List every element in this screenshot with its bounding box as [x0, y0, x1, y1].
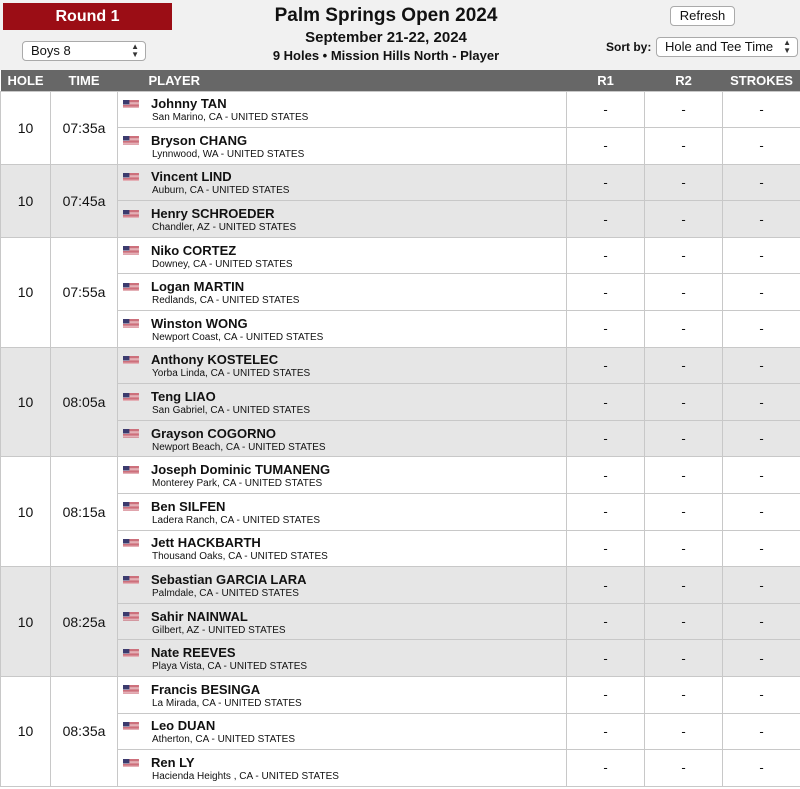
r1-score: - [567, 640, 645, 677]
strokes-score: - [723, 274, 800, 311]
player-name[interactable]: Vincent LIND [151, 169, 232, 185]
player-location: La Mirada, CA - UNITED STATES [152, 697, 302, 709]
player-cell[interactable] [118, 384, 567, 421]
player-name[interactable]: Jett HACKBARTH [151, 535, 261, 551]
player-name[interactable]: Grayson COGORNO [151, 425, 276, 441]
strokes-score: - [723, 640, 800, 677]
player-name[interactable]: Sahir NAINWAL [151, 608, 248, 624]
us-flag-icon [123, 243, 139, 253]
hole-cell: 10 [1, 164, 51, 237]
player-cell[interactable] [118, 494, 567, 531]
tee-time-cell: 08:25a [51, 567, 118, 677]
strokes-score: - [723, 128, 800, 165]
r2-score: - [645, 201, 723, 238]
player-location: Newport Beach, CA - UNITED STATES [152, 441, 326, 453]
us-flag-icon [123, 645, 139, 655]
player-name[interactable]: Bryson CHANG [151, 132, 248, 148]
r2-score: - [645, 91, 723, 128]
us-flag-icon [123, 352, 139, 362]
page-header [0, 0, 800, 70]
table-row[interactable] [1, 311, 800, 348]
strokes-score: - [723, 677, 800, 714]
r1-score: - [567, 567, 645, 604]
event-title: Palm Springs Open 2024 [274, 5, 498, 26]
r2-score: - [645, 164, 723, 201]
r1-score: - [567, 384, 645, 421]
table-body [1, 91, 800, 786]
player-cell[interactable] [118, 713, 567, 750]
player-cell[interactable] [118, 274, 567, 311]
tee-time-cell: 07:55a [51, 237, 118, 347]
tee-time-cell: 08:35a [51, 677, 118, 787]
player-location: Palmdale, CA - UNITED STATES [152, 588, 299, 600]
sort-select-value: Hole and Tee Time [665, 39, 774, 54]
strokes-score: - [723, 201, 800, 238]
column-header-hole[interactable]: HOLE [7, 72, 44, 88]
strokes-score: - [723, 91, 800, 128]
player-location: Playa Vista, CA - UNITED STATES [152, 661, 308, 673]
r1-score: - [567, 311, 645, 348]
strokes-score: - [723, 603, 800, 640]
round-badge[interactable]: Round 1 [3, 3, 172, 30]
r1-score: - [567, 164, 645, 201]
r2-score: - [645, 347, 723, 384]
strokes-score: - [723, 530, 800, 567]
table-row[interactable] [1, 530, 800, 567]
tee-time-cell: 08:15a [51, 457, 118, 567]
hole-cell: 10 [1, 237, 51, 347]
us-flag-icon [123, 206, 139, 216]
table-row[interactable] [1, 677, 800, 714]
strokes-score: - [723, 420, 800, 457]
player-location: Auburn, CA - UNITED STATES [152, 185, 290, 197]
us-flag-icon [123, 682, 139, 692]
player-location: Chandler, AZ - UNITED STATES [152, 222, 297, 234]
table-row[interactable] [1, 347, 800, 384]
r1-score: - [567, 603, 645, 640]
us-flag-icon [123, 718, 139, 728]
us-flag-icon [123, 96, 139, 106]
r1-score: - [567, 347, 645, 384]
sort-select[interactable] [656, 37, 798, 57]
player-cell[interactable] [118, 201, 567, 238]
us-flag-icon [123, 389, 139, 399]
table-row[interactable] [1, 91, 800, 128]
strokes-score: - [723, 457, 800, 494]
r1-score: - [567, 530, 645, 567]
r2-score: - [645, 237, 723, 274]
event-dates: September 21-22, 2024 [305, 29, 467, 46]
player-location: Redlands, CA - UNITED STATES [152, 295, 300, 307]
us-flag-icon [123, 462, 139, 472]
player-cell[interactable] [118, 567, 567, 604]
player-name[interactable]: Sebastian GARCIA LARA [151, 572, 307, 588]
hole-cell: 10 [1, 347, 51, 457]
player-cell[interactable] [118, 530, 567, 567]
player-cell[interactable] [118, 640, 567, 677]
r2-score: - [645, 750, 723, 787]
us-flag-icon [123, 426, 139, 436]
player-name[interactable]: Anthony KOSTELEC [151, 352, 279, 368]
player-location: San Marino, CA - UNITED STATES [152, 112, 309, 124]
tee-times-table [0, 70, 800, 787]
player-location: Hacienda Heights , CA - UNITED STATES [152, 770, 339, 782]
table-header-row [1, 70, 800, 91]
strokes-score: - [723, 494, 800, 531]
strokes-score: - [723, 713, 800, 750]
strokes-score: - [723, 164, 800, 201]
strokes-score: - [723, 384, 800, 421]
r1-score: - [567, 274, 645, 311]
player-cell[interactable] [118, 603, 567, 640]
player-cell[interactable] [118, 750, 567, 787]
r2-score: - [645, 274, 723, 311]
select-arrows-icon: ▲ ▼ [131, 42, 139, 59]
player-name[interactable]: Niko CORTEZ [151, 242, 237, 258]
r2-score: - [645, 420, 723, 457]
player-location: Atherton, CA - UNITED STATES [152, 734, 295, 746]
player-location: Thousand Oaks, CA - UNITED STATES [152, 551, 328, 563]
player-cell[interactable] [118, 677, 567, 714]
player-cell[interactable] [118, 91, 567, 128]
table-row[interactable] [1, 384, 800, 421]
table-row[interactable] [1, 201, 800, 238]
refresh-button[interactable]: Refresh [670, 6, 735, 26]
player-location: Downey, CA - UNITED STATES [152, 258, 293, 270]
player-cell[interactable] [118, 237, 567, 274]
player-name[interactable]: Ben SILFEN [151, 498, 226, 514]
strokes-score: - [723, 567, 800, 604]
r2-score: - [645, 128, 723, 165]
table-row[interactable] [1, 494, 800, 531]
r1-score: - [567, 237, 645, 274]
r1-score: - [567, 713, 645, 750]
r2-score: - [645, 494, 723, 531]
hole-cell: 10 [1, 457, 51, 567]
table-row[interactable] [1, 237, 800, 274]
us-flag-icon [123, 535, 139, 545]
r1-score: - [567, 420, 645, 457]
r1-score: - [567, 750, 645, 787]
tee-time-cell: 07:35a [51, 91, 118, 164]
r1-score: - [567, 201, 645, 238]
player-name[interactable]: Henry SCHROEDER [151, 206, 275, 222]
column-header-strokes[interactable]: STROKES [730, 72, 793, 88]
player-name[interactable]: Logan MARTIN [151, 279, 245, 295]
r1-score: - [567, 128, 645, 165]
table-row[interactable] [1, 128, 800, 165]
player-location: San Gabriel, CA - UNITED STATES [152, 405, 311, 417]
player-name[interactable]: Francis BESINGA [151, 681, 261, 697]
player-location: Gilbert, AZ - UNITED STATES [152, 624, 286, 636]
hole-cell: 10 [1, 677, 51, 787]
us-flag-icon [123, 316, 139, 326]
player-name[interactable]: Nate REEVES [151, 645, 236, 661]
player-cell[interactable] [118, 311, 567, 348]
player-cell[interactable] [118, 457, 567, 494]
hole-cell: 10 [1, 567, 51, 677]
table-row[interactable] [1, 713, 800, 750]
strokes-score: - [723, 347, 800, 384]
column-header-player[interactable]: PLAYER [148, 72, 201, 88]
column-header-r2[interactable]: R2 [675, 72, 692, 88]
us-flag-icon [123, 499, 139, 509]
player-cell[interactable] [118, 164, 567, 201]
table-row[interactable] [1, 420, 800, 457]
table-row[interactable] [1, 457, 800, 494]
r2-score: - [645, 384, 723, 421]
r2-score: - [645, 530, 723, 567]
r1-score: - [567, 457, 645, 494]
strokes-score: - [723, 311, 800, 348]
strokes-score: - [723, 237, 800, 274]
player-name[interactable]: Joseph Dominic TUMANENG [151, 462, 331, 478]
player-location: Lynnwood, WA - UNITED STATES [152, 148, 305, 160]
player-name[interactable]: Johnny TAN [151, 96, 227, 112]
tee-time-cell: 08:05a [51, 347, 118, 457]
us-flag-icon [123, 572, 139, 582]
table-row[interactable] [1, 603, 800, 640]
sort-label: Sort by: [606, 40, 652, 54]
r2-score: - [645, 457, 723, 494]
r1-score: - [567, 494, 645, 531]
event-details: 9 Holes • Mission Hills North - Player [272, 48, 500, 63]
tee-time-cell: 07:45a [51, 164, 118, 237]
table-row[interactable] [1, 164, 800, 201]
r2-score: - [645, 677, 723, 714]
hole-cell: 10 [1, 91, 51, 164]
player-name[interactable]: Leo DUAN [151, 718, 216, 734]
us-flag-icon [123, 279, 139, 289]
division-select-value: Boys 8 [31, 43, 71, 58]
table-row[interactable] [1, 567, 800, 604]
r1-score: - [567, 677, 645, 714]
r2-score: - [645, 603, 723, 640]
column-header-time[interactable]: TIME [68, 72, 100, 88]
table-row[interactable] [1, 640, 800, 677]
r2-score: - [645, 640, 723, 677]
us-flag-icon [123, 133, 139, 143]
player-name[interactable]: Teng LIAO [151, 389, 216, 405]
r2-score: - [645, 713, 723, 750]
select-arrows-icon: ▲ ▼ [783, 38, 791, 55]
r2-score: - [645, 311, 723, 348]
player-cell[interactable] [118, 420, 567, 457]
table-row[interactable] [1, 274, 800, 311]
column-header-r1[interactable]: R1 [597, 72, 614, 88]
player-name[interactable]: Ren LY [151, 754, 195, 770]
strokes-score: - [723, 750, 800, 787]
player-cell[interactable] [118, 347, 567, 384]
player-location: Ladera Ranch, CA - UNITED STATES [152, 514, 321, 526]
player-name[interactable]: Winston WONG [151, 315, 248, 331]
player-location: Newport Coast, CA - UNITED STATES [152, 331, 324, 343]
r1-score: - [567, 91, 645, 128]
player-location: Monterey Park, CA - UNITED STATES [152, 478, 323, 490]
r2-score: - [645, 567, 723, 604]
event-title-block [200, 4, 572, 64]
us-flag-icon [123, 169, 139, 179]
us-flag-icon [123, 609, 139, 619]
division-select[interactable] [22, 41, 146, 61]
us-flag-icon [123, 755, 139, 765]
player-location: Yorba Linda, CA - UNITED STATES [152, 368, 311, 380]
table-row[interactable] [1, 750, 800, 787]
player-cell[interactable] [118, 128, 567, 165]
